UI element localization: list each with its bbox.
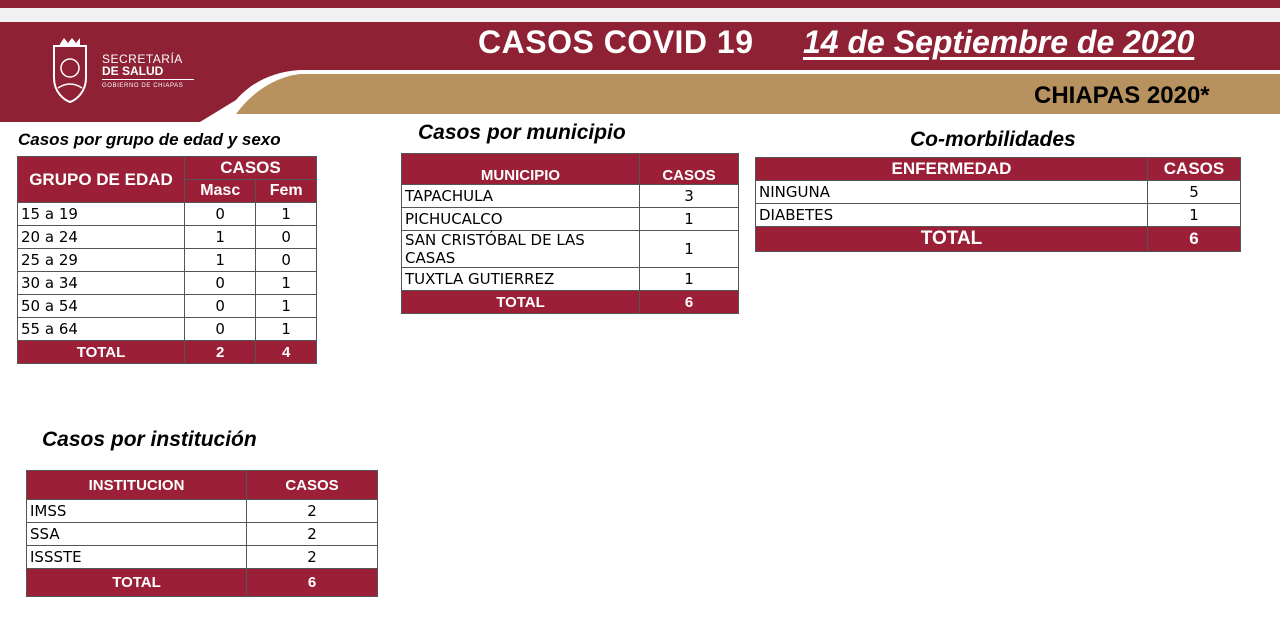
age-row-group: 30 a 34 <box>18 272 185 295</box>
age-row-group: 50 a 54 <box>18 295 185 318</box>
institution-row <box>27 523 378 546</box>
age-row <box>18 249 317 272</box>
municipio-total-value: 6 <box>640 291 739 314</box>
comorbidities-total-row <box>756 227 1241 252</box>
age-row <box>18 226 317 249</box>
municipio-row <box>402 231 739 268</box>
municipio-row <box>402 268 739 291</box>
municipio-row-name: TUXTLA GUTIERREZ <box>402 268 640 291</box>
age-row-fem: 0 <box>256 249 317 272</box>
comorbidity-row-name: DIABETES <box>756 204 1148 227</box>
municipio-row <box>402 185 739 208</box>
institution-row-cases: 2 <box>247 546 378 569</box>
age-row <box>18 318 317 341</box>
age-row-fem: 1 <box>256 318 317 341</box>
col-group-header: GRUPO DE EDAD <box>18 157 185 203</box>
col-municipio-cases-header: CASOS <box>640 154 739 185</box>
institution-total-value: 6 <box>247 569 378 597</box>
col-masc-header: Masc <box>185 180 256 203</box>
comorb-total-value: 6 <box>1148 227 1241 252</box>
municipio-row-cases: 3 <box>640 185 739 208</box>
col-municipio-header: MUNICIPIO <box>402 154 640 185</box>
municipio-row-name: SAN CRISTÓBAL DE LAS CASAS <box>402 231 640 268</box>
shield-icon <box>46 38 94 104</box>
age-row-masc: 0 <box>185 318 256 341</box>
total-masc: 2 <box>185 341 256 364</box>
comorbidity-row-name: NINGUNA <box>756 181 1148 204</box>
logo-divider <box>102 79 194 80</box>
municipio-title: Casos por municipio <box>418 121 626 144</box>
col-comorb-cases-header: CASOS <box>1148 158 1241 181</box>
municipio-header-row <box>402 154 739 185</box>
institution-total-row <box>27 569 378 597</box>
age-sex-table <box>17 156 317 364</box>
col-institucion-header: INSTITUCION <box>27 471 247 500</box>
municipio-table <box>401 153 739 314</box>
institution-row-cases: 2 <box>247 523 378 546</box>
comorbidities-header-row <box>756 158 1241 181</box>
comorbidity-row-cases: 5 <box>1148 181 1241 204</box>
col-fem-header: Fem <box>256 180 317 203</box>
institution-row-name: SSA <box>27 523 247 546</box>
municipio-row-cases: 1 <box>640 231 739 268</box>
institution-row <box>27 546 378 569</box>
age-row-masc: 1 <box>185 226 256 249</box>
age-sex-total-row <box>18 341 317 364</box>
age-row-masc: 0 <box>185 272 256 295</box>
institution-row-cases: 2 <box>247 500 378 523</box>
logo-line-2: DE SALUD <box>102 64 164 78</box>
age-row-fem: 1 <box>256 272 317 295</box>
institution-total-label: TOTAL <box>27 569 247 597</box>
comorbidity-row <box>756 204 1241 227</box>
age-row-fem: 0 <box>256 226 317 249</box>
age-row-group: 25 a 29 <box>18 249 185 272</box>
age-row <box>18 272 317 295</box>
age-row <box>18 203 317 226</box>
comorb-total-label: TOTAL <box>756 227 1148 252</box>
age-sex-header-row <box>18 157 317 180</box>
total-fem: 4 <box>256 341 317 364</box>
institution-row <box>27 500 378 523</box>
municipio-total-label: TOTAL <box>402 291 640 314</box>
age-row-group: 15 a 19 <box>18 203 185 226</box>
municipio-row <box>402 208 739 231</box>
logo-line-3: GOBIERNO DE CHIAPAS <box>102 83 184 89</box>
logo-line-1: SECRETARÍA <box>102 52 183 66</box>
age-row <box>18 295 317 318</box>
institution-header-row <box>27 471 378 500</box>
institution-row-name: ISSSTE <box>27 546 247 569</box>
age-row-masc: 0 <box>185 203 256 226</box>
municipio-row-cases: 1 <box>640 208 739 231</box>
age-row-fem: 1 <box>256 203 317 226</box>
col-cases-header: CASOS <box>185 157 317 180</box>
institution-title: Casos por institución <box>42 428 257 451</box>
institution-row-name: IMSS <box>27 500 247 523</box>
age-row-group: 20 a 24 <box>18 226 185 249</box>
age-row-masc: 1 <box>185 249 256 272</box>
top-strip <box>0 0 1280 8</box>
total-label: TOTAL <box>18 341 185 364</box>
comorbidity-row <box>756 181 1241 204</box>
comorbidities-title: Co-morbilidades <box>910 128 1076 151</box>
age-sex-title: Casos por grupo de edad y sexo <box>18 130 281 149</box>
top-grey-strip <box>0 8 1280 22</box>
age-row-fem: 1 <box>256 295 317 318</box>
comorbidity-row-cases: 1 <box>1148 204 1241 227</box>
municipio-row-cases: 1 <box>640 268 739 291</box>
age-row-group: 55 a 64 <box>18 318 185 341</box>
institution-table <box>26 470 378 597</box>
municipio-total-row <box>402 291 739 314</box>
col-institution-cases-header: CASOS <box>247 471 378 500</box>
municipio-row-name: PICHUCALCO <box>402 208 640 231</box>
report-date: 14 de Septiembre de 2020 <box>803 24 1195 60</box>
age-row-masc: 0 <box>185 295 256 318</box>
state-label: CHIAPAS 2020* <box>1034 82 1210 109</box>
page-title: CASOS COVID 19 <box>478 24 754 60</box>
municipio-row-name: TAPACHULA <box>402 185 640 208</box>
logo <box>46 38 206 108</box>
comorbidities-table <box>755 157 1241 252</box>
col-enfermedad-header: ENFERMEDAD <box>756 158 1148 181</box>
